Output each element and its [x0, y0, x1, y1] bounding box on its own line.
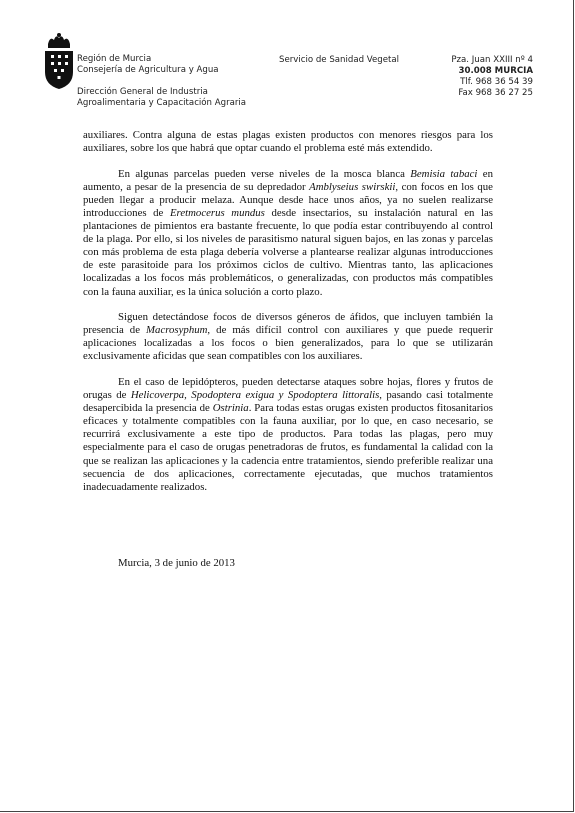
- org-ministry: Consejería de Agricultura y Agua: [77, 65, 219, 75]
- text-span: . Para todas estas orugas existen productos fitosanitarios eficaces y totalmente compatibles con la fauna auxiliar, por lo que, en caso necesario, se recurrirá exclusivamente a este tipo de productos. Para todas las plagas, pero muy especialmente para el caso de orugas penetradoras de frutos, es fundamental la calidad con la que se realizan las aplicaciones y la cadencia entre tratamientos, siendo preferible realizar una secuencia de dos aplicaciones, correctamente ejecutadas, que muchos tratamientos inadecuadamente realizados.: [83, 402, 493, 493]
- address: Pza. Juan XXIII nº 4: [451, 55, 533, 65]
- species-name: Macrosyphum: [146, 324, 208, 337]
- paragraph-mosca-blanca: [83, 168, 493, 299]
- city: 30.008 MURCIA: [458, 66, 533, 76]
- org-region: Región de Murcia: [77, 54, 152, 64]
- paragraph-auxiliares: auxiliares. Contra alguna de estas plagas existen productos con menores riesgos para los auxiliares, sobre los que habrá que optar cuando el problema esté más extendido.: [83, 129, 493, 155]
- phone: Tlf. 968 36 54 39: [460, 77, 533, 87]
- service-name: Servicio de Sanidad Vegetal: [279, 55, 400, 65]
- species-name: Amblyseius swirskii: [309, 180, 396, 193]
- org-directorate-1: Dirección General de Industria: [77, 87, 208, 97]
- letter-body: [83, 129, 493, 506]
- text-span: desde insectarios, su instalación natural en las plantaciones de pimientos era bastante frecuente, lo que podía estar contribuyendo al control de la plaga. Por ello, si los niveles de parasitismo natural siguen bajos, en las zonas y parcelas con más problema de esta plaga debería volverse a plantearse realizar algunas introducciones de este parasitoide para los próximos ciclos de cultivo. Mientras tanto, las aplicaciones localizadas a los focos más problemáticos, o generalizadas, con productos más compatibles con la fauna auxiliar, es la única solución a corto plazo.: [83, 206, 493, 298]
- text-span: , pasando casi totalmente desapercibida la presencia de: [83, 389, 493, 415]
- text-span: en aumento, a pesar de la presencia de su depredador: [83, 167, 493, 193]
- text-span: , con focos en los que pueden llegar a producir melaza. Aunque desde hace unos años, ya no suelen realizarse introducciones de: [83, 180, 493, 219]
- species-name: Helicoverpa, Spodoptera exigua y Spodoptera littoralis: [130, 389, 380, 402]
- text-span: , de más difícil control con auxiliares y que puede requerir aplicaciones localizadas a los focos o bien generalizados, para lo que se utilizarán exclusivamente aficidas que sean compatibles con los auxiliares.: [83, 324, 493, 363]
- species-name: Bemisia tabaci: [410, 167, 478, 180]
- org-directorate-2: Agroalimentaria y Capacitación Agraria: [77, 98, 247, 108]
- paragraph-lepidopteros: [83, 376, 493, 494]
- species-name: Eretmocerus mundus: [169, 206, 265, 219]
- fax: Fax 968 36 27 25: [458, 88, 533, 98]
- text-span: Siguen detectándose focos de diversos géneros de áfidos, que incluyen también la presencia de: [83, 311, 493, 337]
- text-span: En el caso de lepidópteros, pueden detectarse ataques sobre hojas, flores y frutos de orugas de: [83, 376, 493, 402]
- text-span: En algunas parcelas pueden verse niveles de la mosca blanca: [118, 167, 411, 180]
- paragraph-afidos: [83, 311, 493, 363]
- organization-block: [77, 54, 246, 109]
- species-name: Ostrinia: [212, 402, 249, 415]
- contact-block: [451, 55, 533, 99]
- letter-date: Murcia, 3 de junio de 2013: [118, 557, 235, 569]
- region-crest-icon: [42, 32, 76, 90]
